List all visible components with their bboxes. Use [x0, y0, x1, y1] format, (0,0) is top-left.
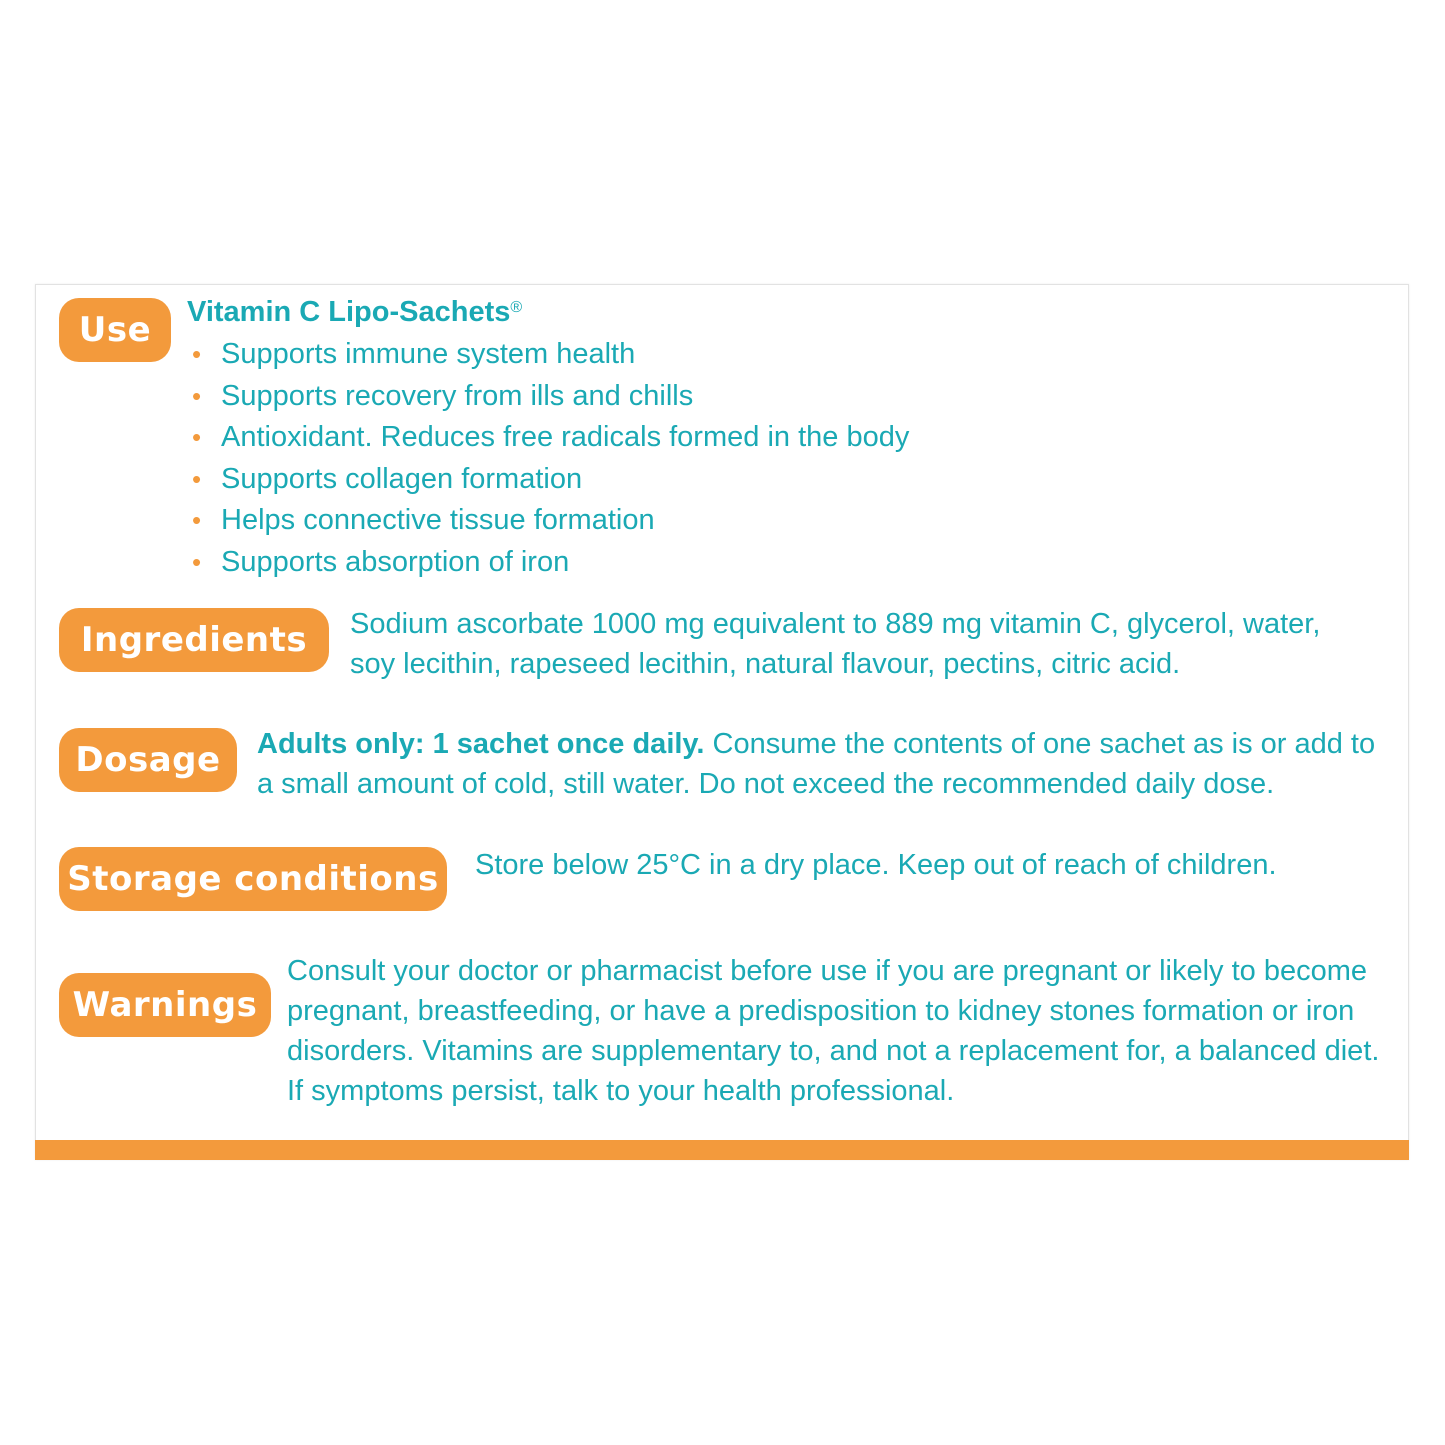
use-label: Use [59, 298, 171, 362]
warnings-line: disorders. Vitamins are supplementary to, and not a replacement for, a balanced diet. [287, 1035, 1380, 1067]
list-item-text: Antioxidant. Reduces free radicals formed in the body [221, 421, 910, 453]
use-title-text: Vitamin C Lipo-Sachets [187, 296, 511, 328]
use-list [187, 334, 909, 583]
storage-label: Storage conditions [59, 847, 447, 911]
bullet-icon: • [192, 546, 202, 577]
warnings-line: pregnant, breastfeeding, or have a predisposition to kidney stones formation or iron [287, 995, 1355, 1027]
warnings-text [287, 951, 1379, 1111]
warnings-label: Warnings [59, 973, 271, 1037]
bullet-icon: • [192, 505, 202, 535]
ingredients-text [350, 604, 1320, 684]
ingredients-label: Ingredients [59, 608, 329, 672]
list-item-text: Supports collagen formation [221, 462, 583, 495]
list-item-text: Helps connective tissue formation [221, 504, 655, 536]
dosage-line1-rest: Consume the contents of one sachet as is or add to [704, 728, 1376, 760]
list-item [187, 459, 909, 501]
dosage-line: a small amount of cold, still water. Do not exceed the recommended daily dose. [257, 768, 1275, 800]
list-item [187, 376, 909, 418]
bottom-stripe [35, 1140, 1409, 1160]
bullet-icon: • [192, 463, 202, 494]
list-item-text: Supports absorption of iron [221, 545, 570, 578]
bullet-icon: • [192, 422, 202, 452]
registered-mark: ® [510, 299, 523, 316]
warnings-line: If symptoms persist, talk to your health professional. [287, 1075, 955, 1107]
use-title [187, 292, 522, 332]
storage-text [475, 845, 1277, 885]
ingredients-line: soy lecithin, rapeseed lecithin, natural flavour, pectins, citric acid. [350, 648, 1181, 680]
list-item-text: Supports recovery from ills and chills [221, 379, 694, 412]
list-item [187, 417, 909, 459]
bullet-icon: • [192, 380, 202, 411]
dosage-label: Dosage [59, 728, 237, 792]
storage-line: Store below 25°C in a dry place. Keep out of reach of children. [475, 849, 1277, 881]
warnings-line: Consult your doctor or pharmacist before use if you are pregnant or likely to become [287, 955, 1367, 987]
dosage-line [257, 724, 1375, 764]
list-item [187, 334, 909, 376]
bullet-icon: • [192, 339, 202, 369]
list-item-text: Supports immune system health [221, 338, 636, 370]
list-item [187, 542, 909, 584]
ingredients-line: Sodium ascorbate 1000 mg equivalent to 889 mg vitamin C, glycerol, water, [350, 608, 1321, 640]
list-item [187, 500, 909, 542]
dosage-lead: Adults only: 1 sachet once daily. [257, 728, 705, 760]
dosage-text [257, 724, 1375, 804]
